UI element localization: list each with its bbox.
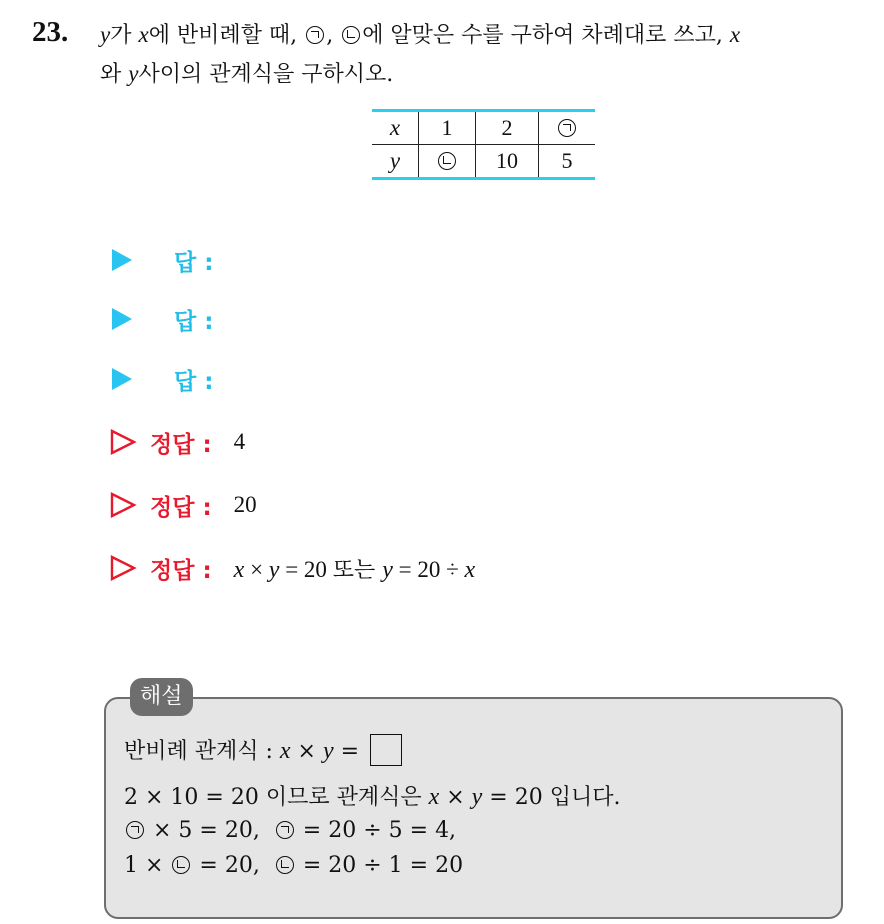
circled-nieun-icon — [172, 856, 190, 874]
question-text — [100, 16, 870, 94]
table-cell: 2 — [476, 111, 539, 145]
answer-row[interactable] — [110, 362, 213, 396]
answer-marker-icon — [112, 308, 132, 330]
table-row-x — [372, 111, 595, 145]
table-cell: 5 — [539, 145, 596, 179]
var-x: x — [138, 22, 149, 47]
question-text-part: 에 알맞은 수를 구하여 차례대로 쓰고, — [362, 23, 730, 48]
question-number: 23. — [32, 16, 69, 48]
solution-marker-icon — [110, 429, 137, 455]
answer-row[interactable] — [110, 243, 213, 277]
solution-value: x × y = 20 또는 y = 20 ÷ x — [233, 556, 476, 583]
xy-table — [372, 109, 595, 180]
question-text-part: , — [326, 23, 341, 48]
solution-value: 4 — [233, 429, 246, 454]
explanation-line-4: 1 × = 20, = 20 ÷ 1 = 20 — [124, 853, 464, 878]
explanation-line-3: × 5 = 20, = 20 ÷ 5 = 4, — [124, 818, 456, 843]
circled-nieun-icon — [438, 152, 456, 170]
answer-marker-icon — [112, 368, 132, 390]
circled-giyeok-icon — [306, 26, 324, 44]
question-text-part: 와 — [100, 62, 129, 87]
solution-label: 정답 : — [150, 557, 212, 584]
var-y: y — [100, 22, 111, 47]
question-line-1 — [100, 16, 870, 55]
circled-nieun-icon — [342, 26, 360, 44]
var-x: x — [729, 22, 741, 47]
solution-row — [110, 551, 475, 585]
blank-square-icon — [370, 734, 402, 766]
table-cell: 1 — [419, 111, 476, 145]
solution-label: 정답 : — [150, 431, 212, 458]
circled-giyeok-icon — [276, 821, 294, 839]
answer-label: 답 : — [174, 308, 214, 335]
solution-label: 정답 : — [150, 494, 212, 521]
question-text-part: 사이의 관계식을 구하시오. — [138, 62, 394, 87]
table-cell-head: y — [389, 148, 401, 173]
circled-giyeok-icon — [558, 119, 576, 137]
solution-marker-icon — [110, 492, 137, 518]
explanation-line-1: 반비례 관계식 : x × y = — [124, 734, 402, 766]
answer-marker-icon — [112, 249, 132, 271]
table-cell — [419, 145, 476, 179]
explanation-line-2: 2 × 10 = 20 이므로 관계식은 x × y = 20 입니다. — [124, 784, 621, 810]
question-text-part: 에 반비례할 때, — [148, 23, 305, 48]
circled-giyeok-icon — [126, 821, 144, 839]
table-cell — [539, 111, 596, 145]
question-text-part: 가 — [110, 23, 139, 48]
answer-label: 답 : — [174, 249, 214, 276]
table-cell: 10 — [476, 145, 539, 179]
circled-nieun-icon — [276, 856, 294, 874]
solution-value: 20 — [233, 492, 257, 517]
solution-marker-icon — [110, 555, 137, 581]
table-row-y — [372, 145, 595, 179]
answer-label: 답 : — [174, 368, 214, 395]
question-line-2 — [100, 55, 870, 94]
solution-row — [110, 425, 245, 459]
answer-row[interactable] — [110, 302, 213, 336]
solution-row — [110, 488, 257, 522]
explanation-tag: 해설 — [130, 678, 193, 716]
table-cell-head: x — [372, 111, 419, 145]
var-y: y — [128, 61, 139, 86]
